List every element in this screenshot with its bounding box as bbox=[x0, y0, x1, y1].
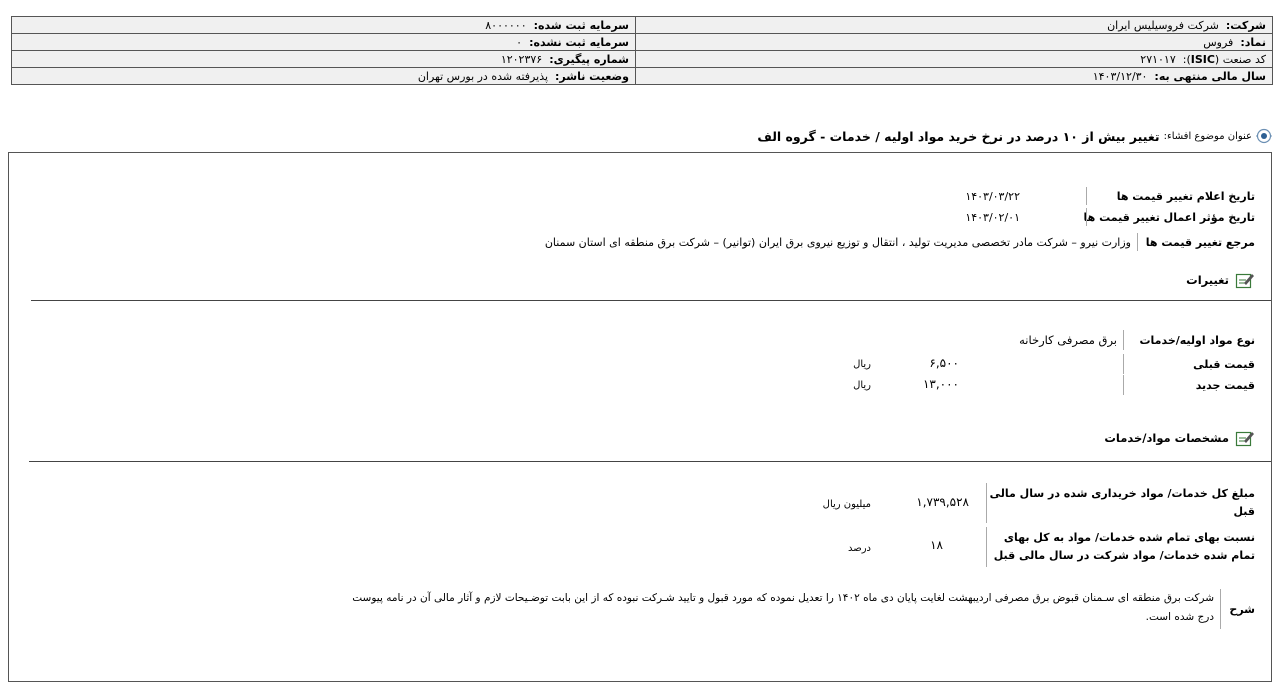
total-purchases-label-line2: قبل bbox=[1233, 505, 1255, 518]
announce-date-row bbox=[965, 187, 1255, 205]
material-type-row bbox=[1019, 330, 1255, 350]
total-purchases-value: ۱,۷۳۹,۵۲۸ bbox=[916, 495, 969, 509]
unregistered-capital-value: ۰ bbox=[516, 35, 523, 49]
specs-section-header bbox=[1104, 429, 1255, 447]
price-reference-label: مرجع تغییر قیمت ها bbox=[1145, 235, 1255, 249]
price-reference-row bbox=[545, 233, 1255, 251]
radio-bullet-icon bbox=[1256, 128, 1272, 144]
changes-divider bbox=[31, 300, 1271, 301]
effective-date-value: ۱۴۰۳/۰۲/۰۱ bbox=[965, 210, 1020, 224]
previous-price-row bbox=[1117, 354, 1255, 374]
publisher-status-value: پذیرفته شده در بورس تهران bbox=[417, 69, 549, 83]
total-purchases-unit: میلیون ریال bbox=[822, 499, 871, 510]
registered-capital-value: ۸۰۰۰۰۰۰ bbox=[485, 18, 527, 32]
material-type-label: نوع مواد اولیه/خدمات bbox=[1139, 333, 1255, 347]
registered-capital-cell: سرمایه ثبت شده: ۸۰۰۰۰۰۰ bbox=[12, 17, 636, 34]
tracking-cell: شماره پیگیری: ۱۲۰۲۳۷۶ bbox=[12, 51, 636, 68]
new-price-row bbox=[1117, 375, 1255, 395]
isic-value: ۲۷۱۰۱۷ bbox=[1140, 52, 1176, 66]
new-price-value: ۱۳,۰۰۰ bbox=[922, 377, 959, 391]
previous-price-label: قیمت قبلی bbox=[1193, 357, 1255, 371]
company-value: شرکت فروسیلیس ایران bbox=[1107, 18, 1219, 32]
description-label: شرح bbox=[1229, 602, 1255, 616]
description-row bbox=[352, 589, 1255, 629]
announce-date-value: ۱۴۰۳/۰۳/۲۲ bbox=[965, 189, 1020, 203]
previous-price-unit: ریال bbox=[853, 359, 871, 370]
new-price-unit: ریال bbox=[853, 380, 871, 391]
symbol-cell: نماد: فروس bbox=[636, 34, 1273, 51]
subject-title: تغییر بیش از ۱۰ درصد در نرخ خرید مواد اولیه / خدمات - گروه الف bbox=[757, 128, 1160, 144]
effective-date-label: تاریخ مؤثر اعمال تغییر قیمت ها bbox=[1083, 210, 1255, 224]
subject-label: عنوان موضوع افشاء: bbox=[1163, 130, 1252, 142]
announce-date-label: تاریخ اعلام تغییر قیمت ها bbox=[1116, 189, 1255, 203]
symbol-value: فروس bbox=[1203, 35, 1234, 49]
company-cell: شرکت: شرکت فروسیلیس ایران bbox=[636, 17, 1273, 34]
changes-section-header bbox=[1186, 271, 1255, 289]
edit-note-icon bbox=[1235, 429, 1255, 447]
disclosure-panel bbox=[8, 152, 1272, 682]
total-purchases-label-line1: مبلغ کل خدمات/ مواد خریداری شده در سال مالی bbox=[989, 487, 1255, 500]
cost-ratio-row bbox=[980, 527, 1255, 567]
cost-ratio-unit: درصد bbox=[847, 543, 871, 554]
specs-section-title: مشخصات مواد/خدمات bbox=[1104, 431, 1229, 445]
edit-note-icon bbox=[1235, 271, 1255, 289]
specs-divider bbox=[29, 461, 1271, 462]
cost-ratio-label-line1: نسبت بهای تمام شده خدمات/ مواد به کل بهای bbox=[1003, 531, 1255, 544]
total-purchases-row bbox=[980, 483, 1255, 523]
previous-price-value: ۶,۵۰۰ bbox=[929, 356, 959, 370]
description-line2: درج شده است. bbox=[1145, 611, 1214, 623]
new-price-label: قیمت جدید bbox=[1195, 378, 1255, 392]
material-type-value: برق مصرفی کارخانه bbox=[1019, 333, 1117, 347]
publisher-status-cell: وضعیت ناشر: پذیرفته شده در بورس تهران bbox=[12, 68, 636, 85]
unregistered-capital-cell: سرمایه ثبت نشده: ۰ bbox=[12, 34, 636, 51]
changes-section-title: تغییرات bbox=[1186, 273, 1229, 287]
cost-ratio-value: ۱۸ bbox=[930, 538, 943, 552]
fiscal-year-cell: سال مالی منتهی به: ۱۴۰۳/۱۲/۳۰ bbox=[636, 68, 1273, 85]
company-info-table bbox=[11, 16, 1273, 85]
effective-date-row bbox=[965, 208, 1255, 226]
description-line1: شرکت برق منطقه ای سـمنان قبوض برق مصرفی اردیبهشت لغایت پایان دی ماه ۱۴۰۲ را تعدیل نموده که مورد قبول و تایید شـرکت نبوده که از این بابت توضـیحات لازم و آثار مالی آن در نامه پیوست bbox=[352, 592, 1214, 604]
isic-cell: کد صنعت (ISIC): ۲۷۱۰۱۷ bbox=[636, 51, 1273, 68]
price-reference-value: وزارت نیرو – شرکت مادر تخصصی مدیریت تولید ، انتقال و توزیع نیروی برق ایران (توانیر) – شرکت برق منطقه ای استان سمنان bbox=[544, 235, 1131, 249]
disclosure-subject bbox=[8, 127, 1272, 145]
tracking-value: ۱۲۰۲۳۷۶ bbox=[500, 52, 543, 66]
cost-ratio-label-line2: تمام شده خدمات/ مواد شرکت در سال مالی قبل bbox=[993, 549, 1255, 562]
fiscal-year-value: ۱۴۰۳/۱۲/۳۰ bbox=[1092, 69, 1148, 83]
